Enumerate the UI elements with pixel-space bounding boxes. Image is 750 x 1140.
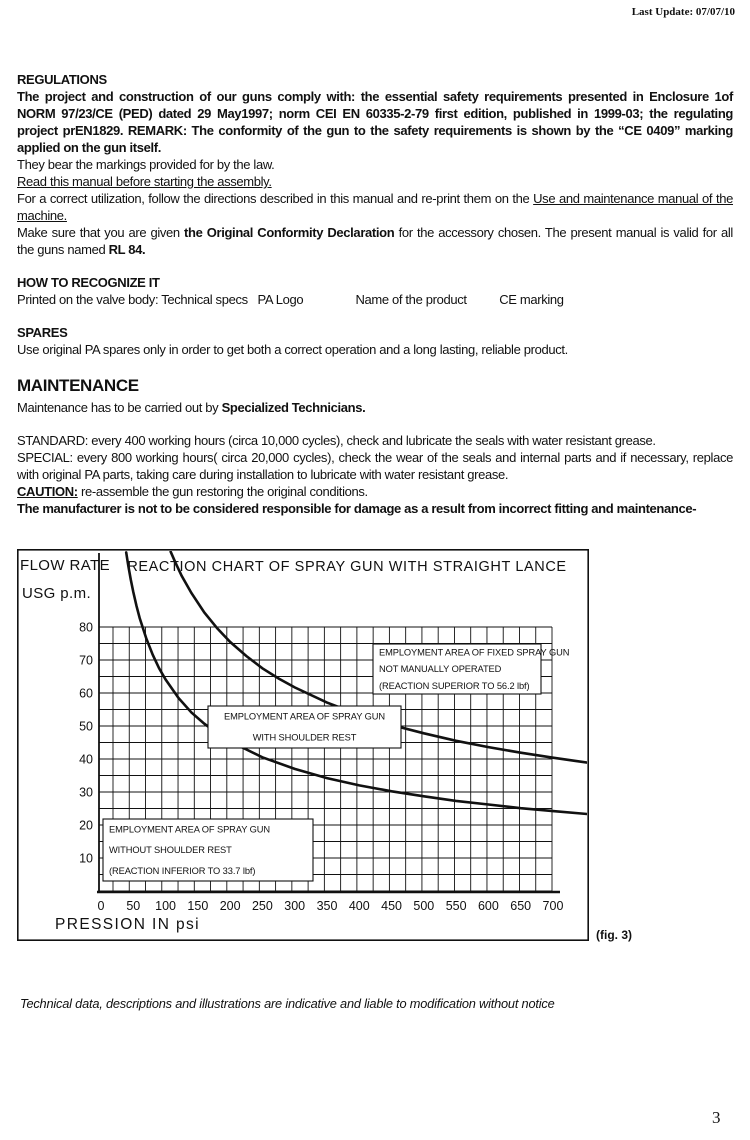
x-tick-label: 550 (445, 899, 467, 913)
text-segment: for the accessory chosen. The present manual is valid for all the guns named (17, 225, 733, 257)
without-shoulder-rest-area-label: (REACTION INFERIOR TO 33.7 lbf) (109, 865, 256, 876)
text-segment: Specialized Technicians. (221, 400, 366, 415)
x-tick-label: 400 (348, 899, 370, 913)
x-tick-label: 450 (381, 899, 402, 913)
page-number: 3 (712, 1108, 721, 1127)
text-segment: Read this manual before starting the assembly. (17, 174, 272, 189)
text-segment: re-assemble the gun restoring the original conditions. (77, 484, 368, 499)
y-tick-label: 30 (79, 785, 93, 800)
paragraph (17, 483, 733, 500)
spacer (17, 416, 733, 432)
x-tick-label: 700 (542, 899, 564, 913)
fixed-spray-gun-area-label: EMPLOYMENT AREA OF FIXED SPRAY GUN (379, 647, 570, 658)
paragraph (17, 190, 733, 224)
paragraph (17, 432, 733, 449)
x-tick-label: 250 (251, 899, 273, 913)
paragraph (17, 156, 733, 173)
paragraph (17, 399, 733, 416)
x-tick-label: 100 (155, 899, 176, 913)
y-tick-label: 10 (79, 851, 93, 866)
paragraph (17, 88, 733, 156)
text-segment: Printed on the valve body: Technical specs PA Logo Name of the product CE marking (17, 292, 564, 307)
y-tick-label: 60 (79, 686, 93, 701)
text-segment: CAUTION: (17, 484, 78, 499)
x-tick-label: 350 (316, 899, 338, 913)
spacer (17, 308, 733, 324)
spacer (17, 358, 733, 374)
text-segment: Use and maintenance manual of the machine. (17, 191, 733, 223)
text-segment: STANDARD: every 400 working hours (circa 10,000 cycles), check and lubricate the seals with water resistant grease. (17, 433, 656, 448)
last-update-stamp: Last Update: 07/07/10 (631, 6, 735, 18)
without-shoulder-rest-area-label: EMPLOYMENT AREA OF SPRAY GUN (109, 824, 270, 835)
x-tick-label: 500 (413, 899, 435, 913)
with-shoulder-rest-area-label: EMPLOYMENT AREA OF SPRAY GUN (224, 711, 385, 722)
fixed-spray-gun-area-label: NOT MANUALLY OPERATED (379, 664, 502, 675)
paragraph (17, 500, 733, 517)
section-heading (17, 274, 733, 291)
x-tick-label: 650 (510, 899, 532, 913)
x-tick-label: 0 (97, 899, 105, 913)
text-segment: MAINTENANCE (17, 376, 139, 395)
section-heading (17, 376, 733, 396)
y-tick-label: 80 (79, 620, 93, 635)
fixed-spray-gun-area-label: (REACTION SUPERIOR TO 56.2 lbf) (379, 680, 530, 691)
paragraph (17, 341, 733, 358)
document-body (17, 71, 733, 517)
figure-caption: (fig. 3) (596, 928, 632, 942)
y-tick-label: 50 (79, 719, 93, 734)
text-segment: The project and construction of our guns comply with: the essential safety requirements presented in Enclosure 1of NORM 97/23/CE (PED) dated 29 May1997; norm CEI EN 60335-2-79 first edition, published in 1999-03; the regulating project prEN1829. REMARK: The conformity of the gun to the safety requirements is shown by the “CE 0409” marking applied on the gun itself. (17, 89, 733, 155)
without-shoulder-rest-area-label: WITHOUT SHOULDER REST (109, 845, 232, 856)
text-segment: SPECIAL: every 800 working hours( circa 20,000 cycles), check the wear of the seals and internal parts and if necessary, replace with original PA parts, taking care during installation to lubricate with water resistant grease. (17, 450, 733, 482)
paragraph (17, 224, 733, 258)
section-heading (17, 324, 733, 341)
text-segment: They bear the markings provided for by the law. (17, 157, 275, 172)
text-segment: Use original PA spares only in order to get both a correct operation and a long lasting, reliable product. (17, 342, 568, 357)
text-segment: SPARES (17, 325, 68, 340)
x-axis-label: PRESSION IN psi (55, 916, 201, 933)
text-segment: The manufacturer is not to be considered responsible for damage as a result from incorrect fitting and maintenance- (17, 501, 697, 516)
text-segment: the Original Conformity Declaration (184, 225, 395, 240)
reaction-chart-svg (17, 549, 589, 941)
y-tick-label: 20 (79, 818, 93, 833)
x-tick-label: 50 (126, 899, 141, 913)
with-shoulder-rest-area-label: WITH SHOULDER REST (252, 732, 357, 743)
text-segment: Make sure that you are given (17, 225, 185, 240)
paragraph (17, 449, 733, 483)
text-segment: RL 84. (108, 242, 146, 257)
text-segment: Maintenance has to be carried out by (17, 400, 222, 415)
y-axis-label: USG p.m. (22, 585, 92, 602)
spacer (17, 258, 733, 274)
text-segment: For a correct utilization, follow the directions described in this manual and re-print them on the (17, 191, 534, 206)
y-tick-label: 70 (79, 653, 93, 668)
y-tick-label: 40 (79, 752, 93, 767)
x-tick-label: 200 (219, 899, 241, 913)
x-tick-label: 600 (477, 899, 499, 913)
reaction-chart-figure (17, 549, 589, 941)
paragraph (17, 173, 733, 190)
x-tick-label: 150 (187, 899, 209, 913)
text-segment: REGULATIONS (17, 72, 107, 87)
chart-title: REACTION CHART OF SPRAY GUN WITH STRAIGHT LANCE (127, 559, 567, 575)
footer-note: Technical data, descriptions and illustrations are indicative and liable to modification without notice (20, 996, 555, 1011)
section-heading (17, 71, 733, 88)
text-segment: HOW TO RECOGNIZE IT (17, 275, 160, 290)
y-axis-label: FLOW RATE (20, 557, 110, 574)
x-tick-label: 300 (284, 899, 306, 913)
paragraph (17, 291, 733, 308)
